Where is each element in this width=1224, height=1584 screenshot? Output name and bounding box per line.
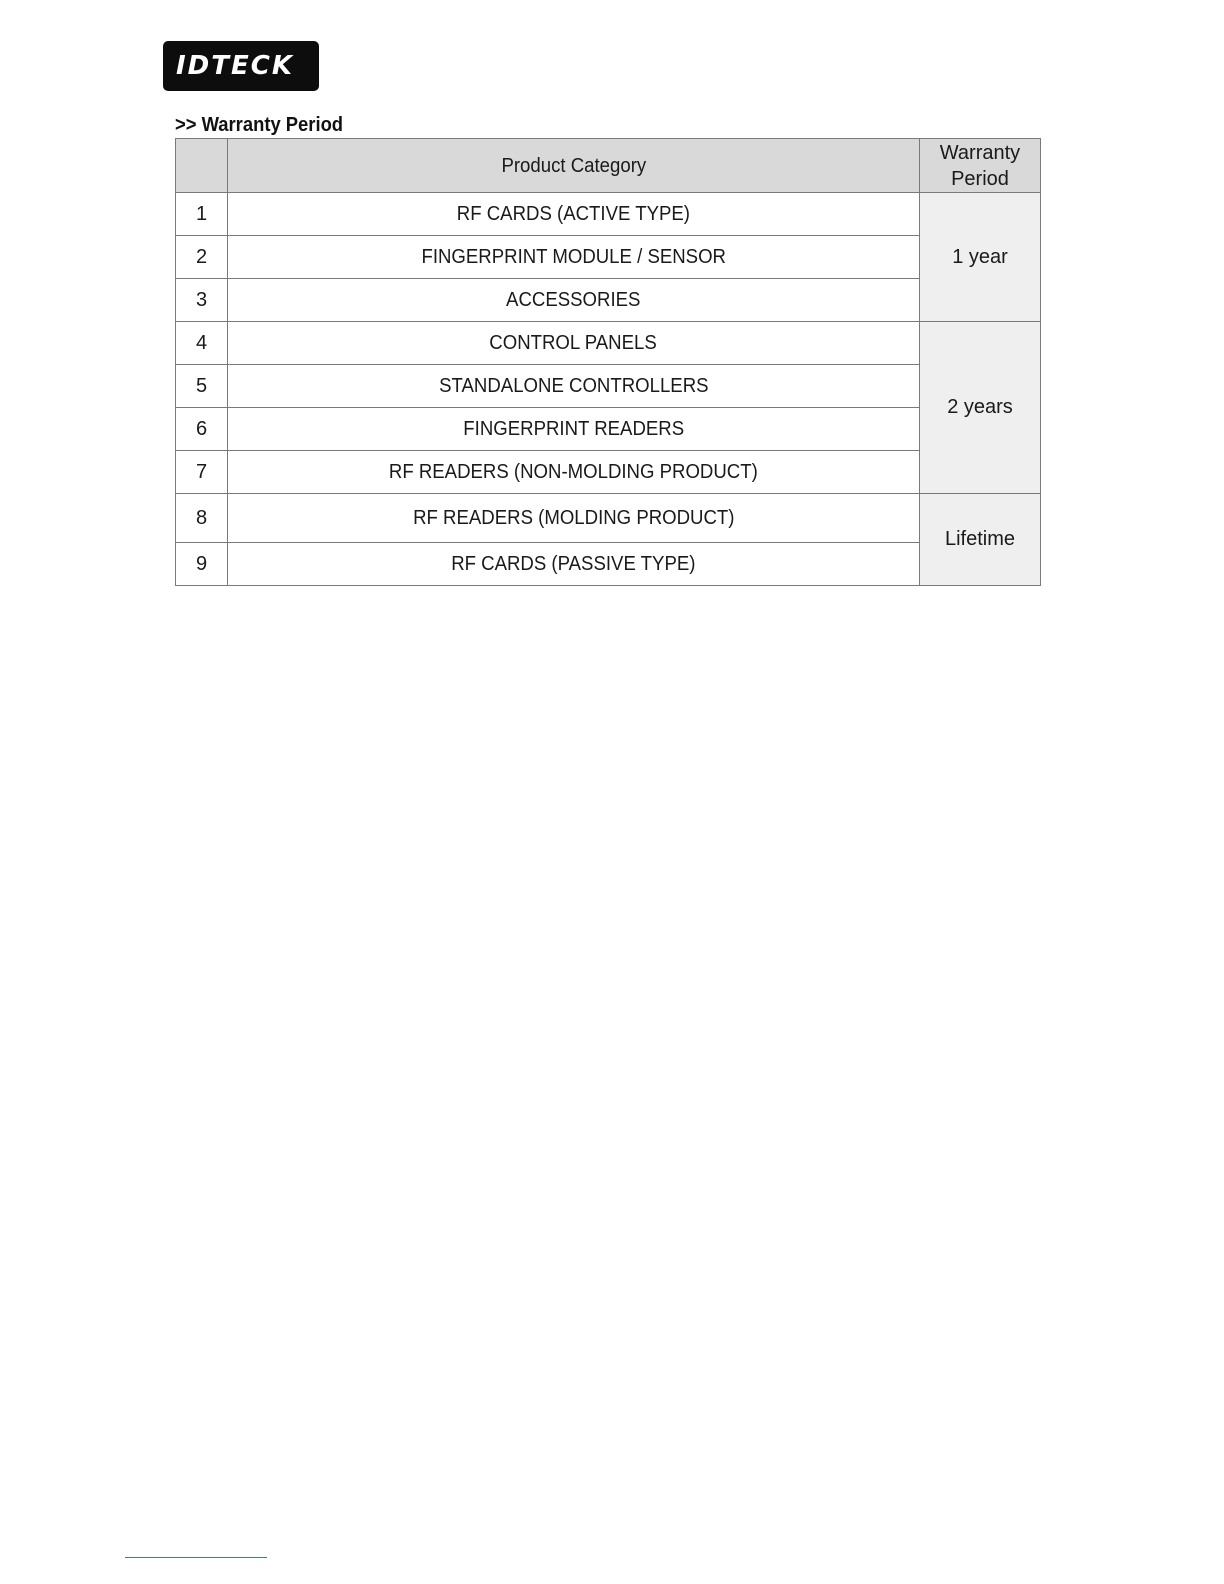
row-category: [228, 193, 920, 236]
row-category: [228, 408, 920, 451]
row-category-label: FINGERPRINT READERS: [463, 417, 684, 440]
row-category-label: ACCESSORIES: [506, 288, 641, 311]
footer-divider: [125, 1557, 267, 1558]
warranty-period-1-year: 1 year: [920, 193, 1041, 322]
row-number: 2: [176, 236, 228, 279]
row-number: 5: [176, 365, 228, 408]
warranty-period-2-years: 2 years: [920, 322, 1041, 494]
row-category: [228, 365, 920, 408]
row-category-label: CONTROL PANELS: [489, 331, 658, 354]
header-product-category: [228, 139, 920, 193]
warranty-period-lifetime: Lifetime: [920, 494, 1041, 586]
row-category: [228, 279, 920, 322]
header-product-category-label: Product Category: [501, 154, 646, 177]
row-number: 1: [176, 193, 228, 236]
row-number: 9: [176, 543, 228, 586]
row-number: 4: [176, 322, 228, 365]
row-category-label: RF READERS (MOLDING PRODUCT): [412, 506, 735, 529]
header-warranty-period: Warranty Period: [920, 139, 1041, 193]
table-row: [176, 279, 1041, 322]
row-number: 7: [176, 451, 228, 494]
idteck-logo: [163, 41, 319, 91]
row-number: 6: [176, 408, 228, 451]
row-number: 3: [176, 279, 228, 322]
table-row: [176, 451, 1041, 494]
row-category-label: RF READERS (NON-MOLDING PRODUCT): [389, 460, 758, 483]
row-category: [228, 494, 920, 543]
row-category-label: RF CARDS (PASSIVE TYPE): [451, 552, 696, 575]
row-category-label: FINGERPRINT MODULE / SENSOR: [421, 245, 726, 268]
header-number: [176, 139, 228, 193]
table-row: [176, 322, 1041, 365]
section-title: >> Warranty Period: [175, 114, 344, 136]
row-category-label: STANDALONE CONTROLLERS: [438, 374, 709, 397]
table-row: [176, 408, 1041, 451]
row-category: [228, 543, 920, 586]
row-category: [228, 322, 920, 365]
table-row: [176, 193, 1041, 236]
table-row: [176, 236, 1041, 279]
logo-text: IDTECK: [176, 51, 294, 81]
table-row: [176, 494, 1041, 543]
table-header-row: [176, 139, 1041, 193]
row-number: 8: [176, 494, 228, 543]
table-row: [176, 365, 1041, 408]
row-category: [228, 236, 920, 279]
warranty-table: [175, 138, 1041, 586]
row-category-label: RF CARDS (ACTIVE TYPE): [456, 202, 691, 225]
table-row: [176, 543, 1041, 586]
row-category: [228, 451, 920, 494]
